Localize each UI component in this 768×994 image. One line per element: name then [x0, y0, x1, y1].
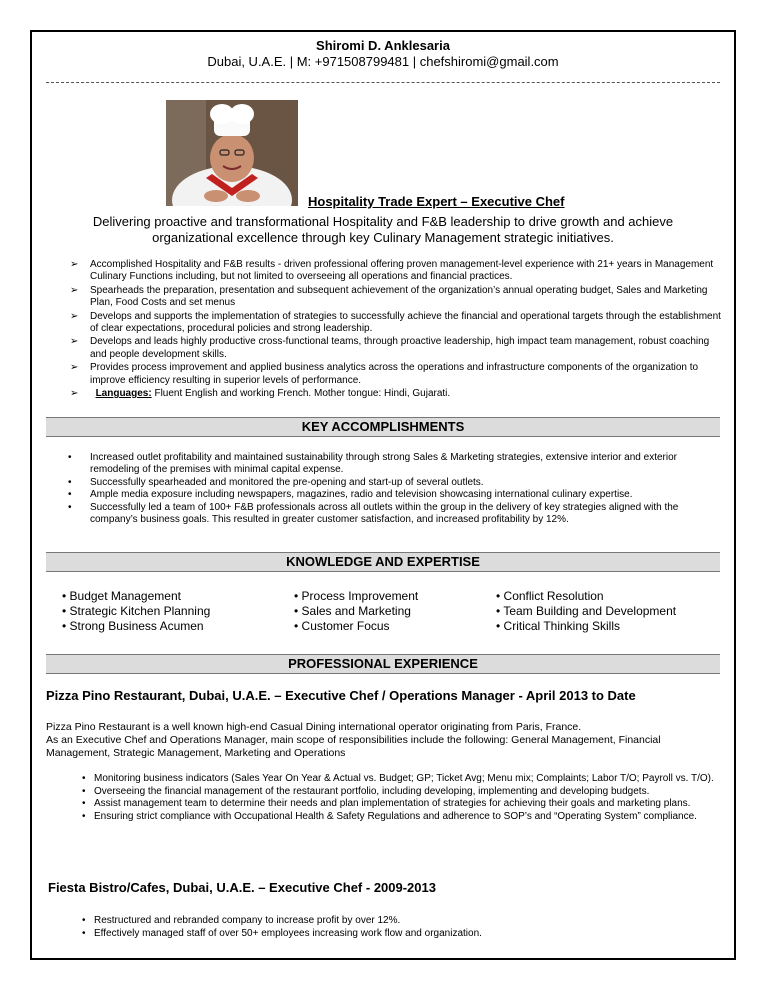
job-title-pizza-pino: Pizza Pino Restaurant, Dubai, U.A.E. – Executive Chef / Operations Manager - April 2013 to Date: [46, 688, 636, 703]
tagline: Delivering proactive and transformational Hospitality and F&B leadership to drive growth and achieve organizational excellence through key Culinary Management strategic initiatives.: [92, 214, 674, 245]
arrow-bullet-icon: ➢: [70, 362, 79, 374]
skill-item: • Conflict Resolution: [496, 589, 604, 603]
bullet-icon: •: [82, 810, 86, 822]
arrow-bullet-icon: ➢: [70, 388, 79, 400]
header-divider: [46, 82, 720, 83]
list-item: • Restructured and rebranded company to increase profit by over 12%.: [82, 915, 401, 926]
list-item: ➢ Develops and supports the implementation of strategies to successfully achieve the financial and operational targets through the establishment of clear expectations, procedural policies and strong leadership.: [70, 310, 721, 335]
job1-responsibilities: [82, 773, 722, 823]
list-item: • Effectively managed staff of over 50+ employees increasing work flow and organization.: [82, 927, 482, 939]
list-item: • Increased outlet profitability and maintained sustainability through strong Sales & Marketing strategies, extensive interior and exterior remodeling of the premises with minimal capital expense.: [68, 452, 677, 476]
bullet-icon: •: [68, 501, 72, 513]
list-item: ➢ Develops and leads highly productive cross-functional teams, through proactive leadership, high impact team management, robust coaching and people development skills.: [70, 336, 710, 360]
skill-item: • Team Building and Development: [496, 604, 677, 618]
bullet-icon: •: [68, 476, 72, 488]
list-item: • Successfully led a team of 100+ F&B professionals across all outlets within the group in the delivery of key strategies aligned with the company’s business goals. This resulted in greater customer satisfaction, and increased profitability by 12%.: [68, 501, 679, 526]
arrow-bullet-icon: ➢: [70, 259, 79, 270]
arrow-bullet-icon: ➢: [70, 310, 79, 322]
bullet-icon: •: [82, 785, 86, 797]
arrow-bullet-icon: ➢: [70, 284, 79, 296]
skill-item: • Customer Focus: [294, 619, 390, 633]
resume-page: [30, 30, 736, 960]
skill-item: • Budget Management: [62, 589, 181, 603]
job2-responsibilities: [82, 915, 722, 940]
section-heading-accomplishments: KEY ACCOMPLISHMENTS: [46, 417, 720, 437]
summary-list: [70, 259, 724, 401]
bullet-icon: •: [82, 773, 86, 784]
professional-headline: Hospitality Trade Expert – Executive Chef: [308, 194, 565, 209]
list-item: • Monitoring business indicators (Sales Year On Year & Actual vs. Budget; GP; Ticket Avg; Menu mix; Complaints; Labor T/O; Payroll vs. T/O).: [82, 773, 714, 784]
contact-line: Dubai, U.A.E. | M: +971508799481 | chefshiromi@gmail.com: [207, 54, 559, 69]
chef-portrait-photo: [166, 100, 298, 206]
list-item: • Ample media exposure including newspapers, magazines, radio and television showcasing international culinary expertise.: [68, 489, 633, 501]
languages-text: Fluent English and working French. Mother tongue: Hindi, Gujarati.: [151, 388, 451, 400]
job-scope: As an Executive Chef and Operations Manager, main scope of responsibilities include the following: General Management, Financial Management, Strategic Management, Marketing and Operations: [46, 734, 661, 759]
list-item: • Overseeing the financial management of the restaurant portfolio, including developing, implementing and developing budgets.: [82, 785, 650, 797]
accomplishments-list: [68, 452, 724, 526]
bullet-icon: •: [82, 927, 86, 939]
skills-column-1: [62, 589, 210, 634]
bullet-icon: •: [68, 452, 72, 463]
skill-item: • Critical Thinking Skills: [496, 619, 621, 633]
skill-item: • Sales and Marketing: [294, 604, 411, 618]
languages-item: [70, 388, 724, 400]
languages-label: Languages:: [95, 388, 152, 400]
skills-column-3: [496, 589, 676, 634]
section-heading-experience: PROFESSIONAL EXPERIENCE: [46, 654, 720, 674]
list-item: ➢ Accomplished Hospitality and F&B results - driven professional offering proven management-level experience with 21+ years in Management Culinary Functions including, but not limited to overseeing all operations and financial practices.: [70, 259, 714, 283]
bullet-icon: •: [82, 798, 86, 810]
list-item: ➢ Spearheads the preparation, presentation and subsequent achievement of the organization’s annual operating budget, Sales and Marketing Plan, Food Costs and set menus: [70, 284, 708, 309]
list-item: ➢ Provides process improvement and applied business analytics across the operations and infrastructure components of the organization to improve efficiency resulting in superior levels of performance.: [70, 362, 699, 386]
arrow-bullet-icon: ➢: [70, 336, 79, 348]
skills-column-2: [294, 589, 418, 634]
candidate-name: Shiromi D. Anklesaria: [316, 38, 450, 53]
list-item: • Ensuring strict compliance with Occupational Health & Safety Regulations and adherence to SOP’s and “Operating System” compliance.: [82, 810, 697, 822]
chef-portrait-icon: [166, 100, 298, 206]
bullet-icon: •: [82, 915, 86, 926]
skill-item: • Process Improvement: [294, 589, 419, 603]
job-title-fiesta-bistro: Fiesta Bistro/Cafes, Dubai, U.A.E. – Executive Chef - 2009-2013: [48, 880, 436, 895]
skill-item: • Strong Business Acumen: [62, 619, 204, 633]
skill-item: • Strategic Kitchen Planning: [62, 604, 211, 618]
bullet-icon: •: [68, 489, 72, 501]
job-description: Pizza Pino Restaurant is a well known high-end Casual Dining international operator originating from Paris, France.: [46, 721, 582, 733]
list-item: • Assist management team to determine their needs and plan implementation of strategies for achieving their goals and marketing plans.: [82, 798, 691, 810]
list-item: • Successfully spearheaded and monitored the pre-opening and start-up of several outlets.: [68, 476, 484, 488]
section-heading-knowledge: KNOWLEDGE AND EXPERTISE: [46, 552, 720, 572]
